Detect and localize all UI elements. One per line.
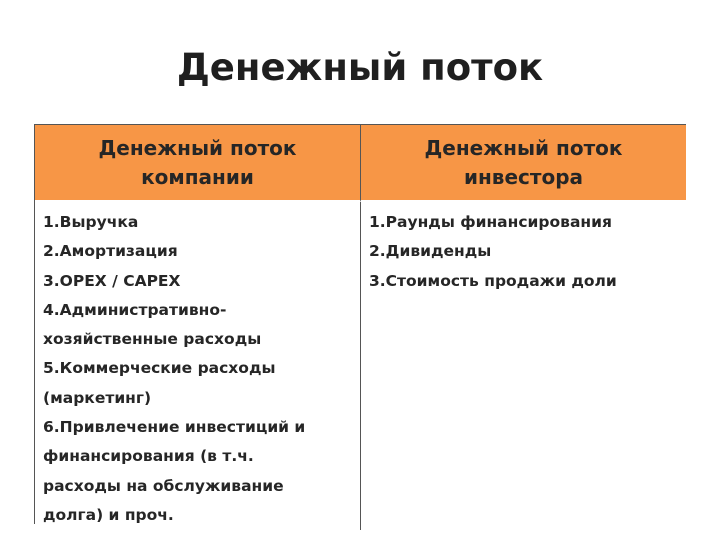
- slide-title: Денежный поток: [176, 46, 544, 89]
- list-item: 1.Выручка: [43, 213, 139, 231]
- header-company-cash-flow: Денежный поток компании: [35, 125, 361, 202]
- header-investor-cash-flow: Денежный поток инвестора: [361, 125, 686, 202]
- company-cash-flow-cell: [35, 202, 361, 530]
- investor-cash-flow-cell: [361, 202, 686, 530]
- list-item: 4.Административно- хозяйственные расходы: [43, 300, 262, 349]
- list-item: 3.OPEX / CAPEX: [43, 271, 181, 290]
- investor-items-list: [369, 208, 680, 296]
- company-items-list: [43, 208, 354, 530]
- list-item: 6.Привлечение инвестиций и финансирования (в т.ч. расходы на обслуживание долга) и проч.: [43, 418, 306, 524]
- list-item: 2.Дивиденды: [369, 242, 492, 261]
- list-item: 2.Амортизация: [43, 242, 178, 261]
- cash-flow-table: [34, 124, 686, 524]
- list-item: 5.Коммерческие расходы (маркетинг): [43, 359, 276, 407]
- list-item: 3.Стоимость продажи доли: [369, 271, 617, 290]
- list-item: 1.Раунды финансирования: [369, 213, 612, 231]
